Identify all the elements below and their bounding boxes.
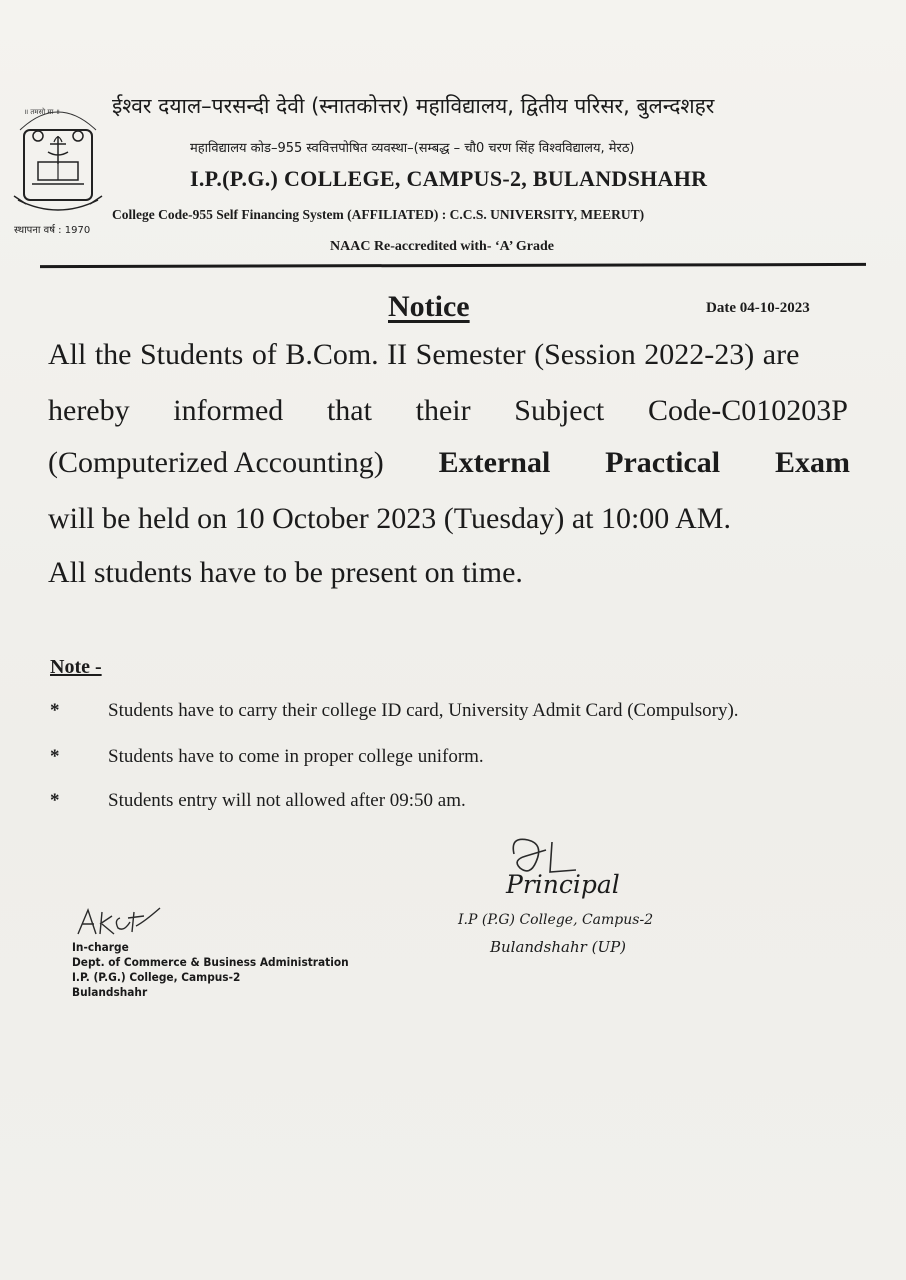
notice-word: hereby [48, 394, 130, 427]
principal-city: Bulandshahr (UP) [490, 938, 627, 956]
subject-code: Code-C010203P [647, 394, 848, 427]
note-item [50, 746, 484, 768]
incharge-dept: Dept. of Commerce & Business Administration [72, 955, 349, 969]
bullet-star: * [50, 746, 60, 767]
notice-word: their [415, 394, 471, 427]
principal-college: I.P (P.G) College, Campus-2 [458, 912, 654, 928]
incharge-city: Bulandshahr [72, 985, 148, 999]
exam-word: Exam [774, 446, 850, 479]
note-item [50, 700, 739, 722]
notice-line-4: will be held on 10 October 2023 (Tuesday) at 10:00 AM. [48, 502, 731, 535]
notice-word: that [326, 394, 372, 427]
notice-line-1: All the Students of B.Com. II Semester (Session 2022-23) are [48, 338, 800, 371]
note-text: Students have to carry their college ID card, University Admit Card (Compulsory). [108, 700, 739, 721]
college-affiliation: College Code-955 Self Financing System (AFFILIATED) : C.C.S. UNIVERSITY, MEERUT) [112, 207, 645, 222]
bullet-star: * [50, 790, 60, 811]
college-affiliation-hindi: महाविद्यालय कोड–955 स्ववित्तपोषित व्यवस्था–(सम्बद्ध – चौ0 चरण सिंह विश्वविद्यालय, मेरठ) [190, 141, 635, 156]
established-year: स्थापना वर्ष : 1970 [14, 225, 91, 236]
note-title: Note - [50, 656, 102, 678]
note-text: Students have to come in proper college uniform. [108, 746, 484, 767]
incharge-role: In-charge [72, 940, 129, 954]
note-item [50, 790, 466, 812]
notice-word: informed [173, 394, 284, 427]
incharge-stamp [72, 940, 373, 1000]
accreditation: NAAC Re-accredited with- ‘A’ Grade [330, 239, 554, 254]
header-divider [40, 263, 866, 268]
notice-date: Date 04-10-2023 [706, 300, 810, 316]
notice-word: Subject [514, 394, 605, 427]
notice-title: Notice [388, 290, 470, 323]
incharge-college: I.P. (P.G.) College, Campus-2 [72, 970, 241, 984]
notice-line-5: All students have to be present on time. [48, 556, 523, 589]
exam-word: Practical [605, 446, 721, 479]
notice-line-2 [48, 394, 848, 428]
incharge-signature [74, 904, 164, 945]
svg-text:॥ तमसो मा ॥: ॥ तमसो मा ॥ [24, 108, 60, 116]
college-name: I.P.(P.G.) COLLEGE, CAMPUS-2, BULANDSHAHR [190, 166, 708, 191]
exam-word: External [438, 446, 551, 479]
college-name-hindi: ईश्वर दयाल–परसन्दी देवी (स्नातकोत्तर) महाविद्यालय, द्वितीय परिसर, बुलन्दशहर [112, 94, 715, 118]
bullet-star: * [50, 700, 60, 721]
notice-line-3 [48, 446, 850, 480]
principal-title: Principal [506, 870, 620, 899]
note-text: Students entry will not allowed after 09:50 am. [108, 790, 466, 811]
college-emblem-icon [10, 92, 106, 242]
subject-name: (Computerized Accounting) [48, 446, 384, 479]
